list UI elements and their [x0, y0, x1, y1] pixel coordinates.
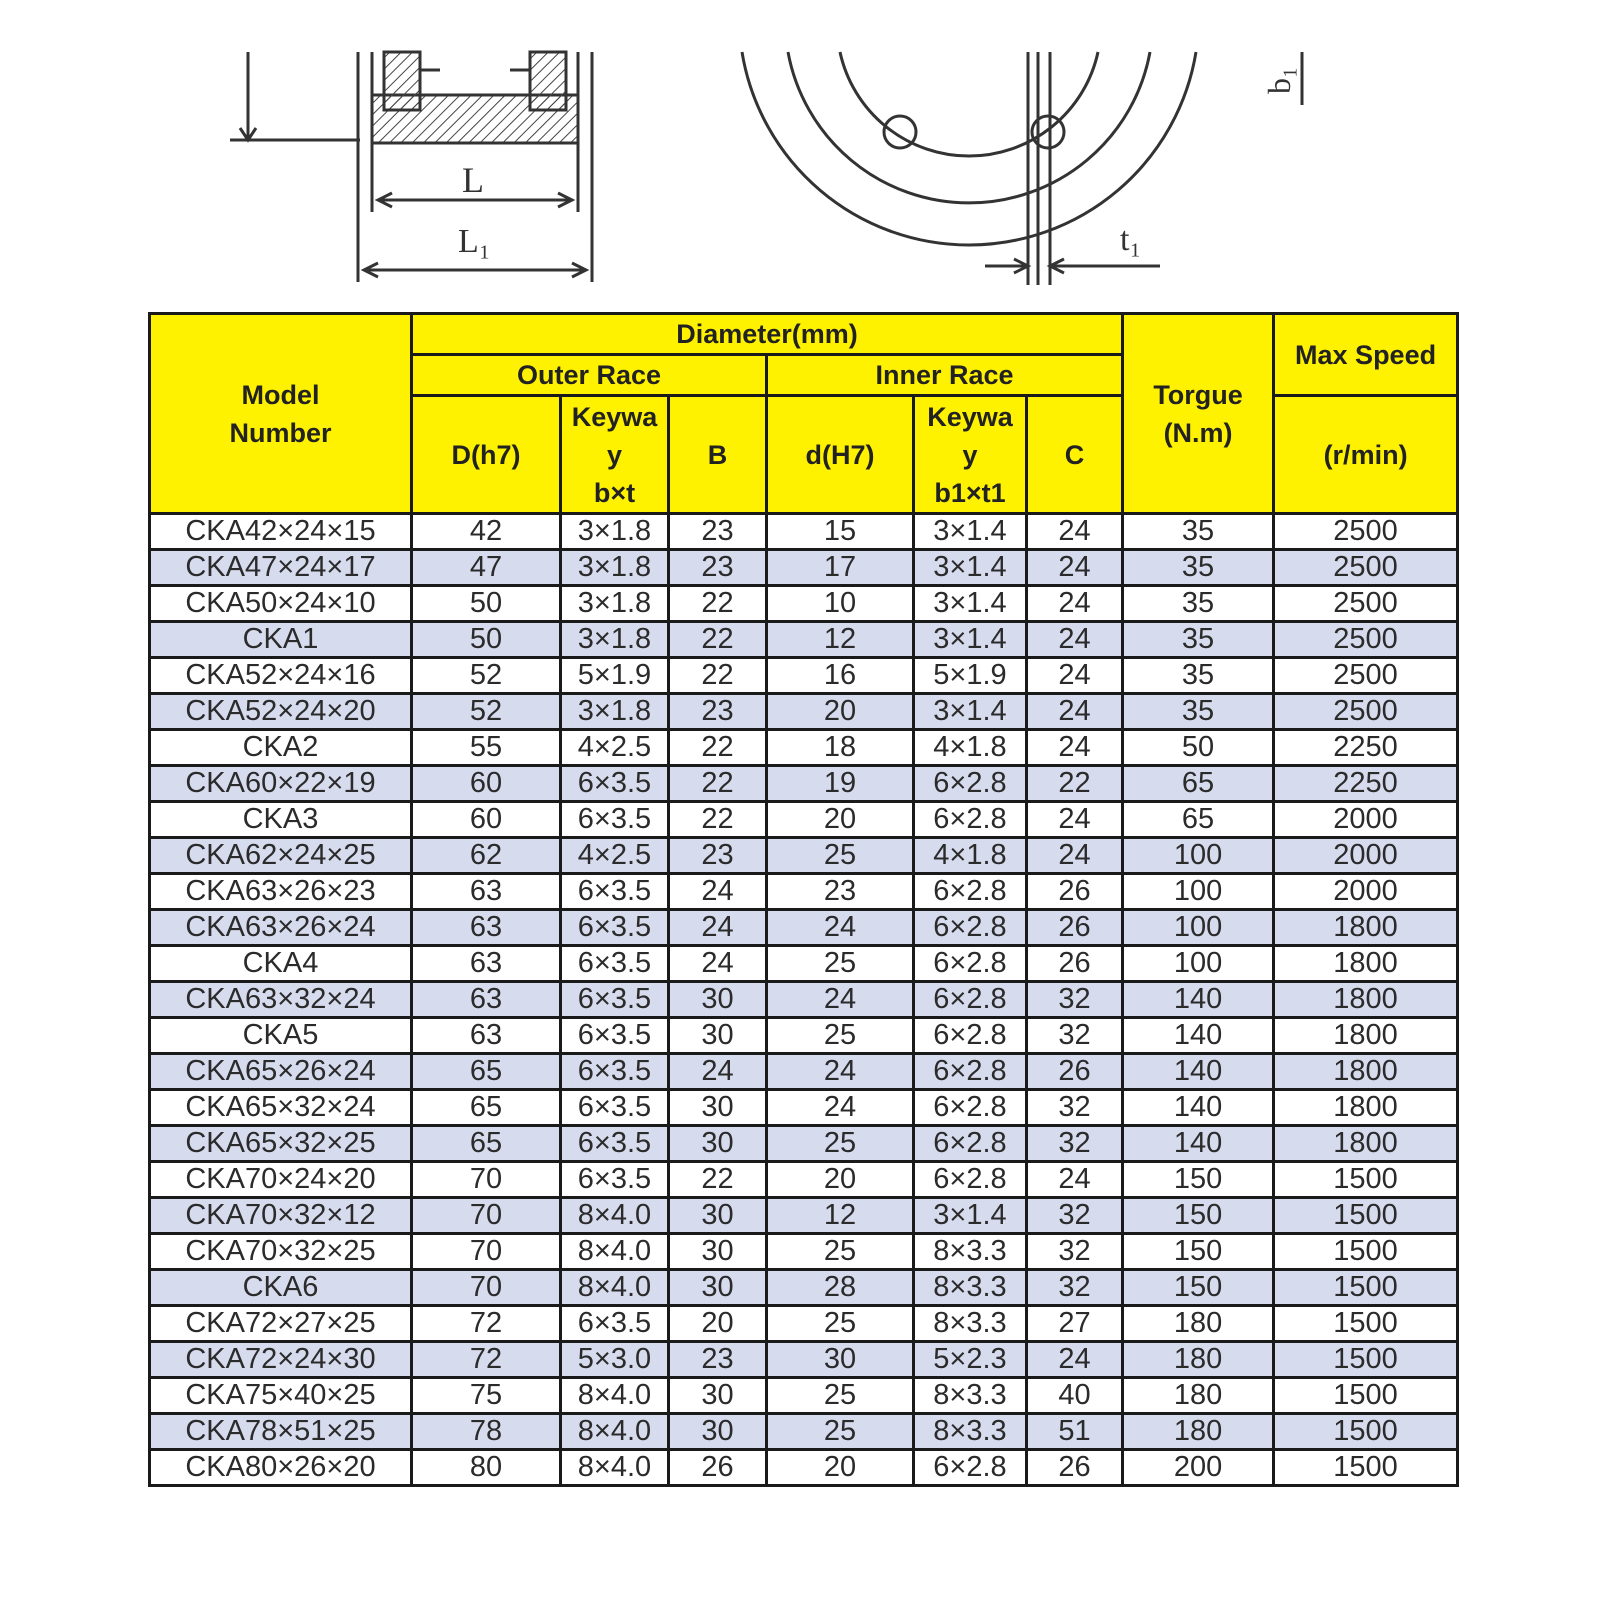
cell-max-speed: 2500	[1274, 694, 1458, 730]
cell-max-speed: 1800	[1274, 1126, 1458, 1162]
cell-model-number: CKA62×24×25	[150, 838, 412, 874]
cell-model-number: CKA78×51×25	[150, 1414, 412, 1450]
cell-outer-d: 65	[412, 1090, 561, 1126]
cell-outer-b: 22	[669, 766, 767, 802]
cell-inner-d: 17	[767, 550, 914, 586]
cell-torque: 180	[1123, 1342, 1274, 1378]
cell-inner-keyway: 4×1.8	[914, 838, 1027, 874]
cell-inner-d: 15	[767, 514, 914, 550]
cell-model-number: CKA65×26×24	[150, 1054, 412, 1090]
cell-outer-b: 22	[669, 802, 767, 838]
cell-outer-keyway: 6×3.5	[561, 1126, 669, 1162]
cell-inner-c: 24	[1027, 514, 1123, 550]
cell-torque: 35	[1123, 586, 1274, 622]
cell-inner-c: 26	[1027, 1450, 1123, 1486]
table-row	[150, 1198, 1458, 1234]
cell-inner-d: 25	[767, 1378, 914, 1414]
cell-torque: 150	[1123, 1198, 1274, 1234]
cell-outer-b: 23	[669, 694, 767, 730]
cell-outer-b: 30	[669, 1270, 767, 1306]
cell-inner-c: 22	[1027, 766, 1123, 802]
cell-outer-keyway: 8×4.0	[561, 1270, 669, 1306]
cell-outer-d: 70	[412, 1162, 561, 1198]
cell-torque: 35	[1123, 658, 1274, 694]
cell-inner-keyway: 8×3.3	[914, 1270, 1027, 1306]
cell-inner-d: 25	[767, 1126, 914, 1162]
cell-outer-keyway: 6×3.5	[561, 946, 669, 982]
cell-outer-d: 63	[412, 982, 561, 1018]
cell-inner-keyway: 6×2.8	[914, 766, 1027, 802]
cell-model-number: CKA75×40×25	[150, 1378, 412, 1414]
cell-model-number: CKA65×32×24	[150, 1090, 412, 1126]
cell-outer-b: 30	[669, 1018, 767, 1054]
table-row	[150, 766, 1458, 802]
cell-outer-keyway: 6×3.5	[561, 766, 669, 802]
cell-outer-d: 60	[412, 766, 561, 802]
cell-outer-keyway: 6×3.5	[561, 1162, 669, 1198]
cell-outer-b: 24	[669, 874, 767, 910]
cell-torque: 65	[1123, 802, 1274, 838]
cell-inner-d: 19	[767, 766, 914, 802]
cell-outer-b: 30	[669, 982, 767, 1018]
cell-torque: 100	[1123, 946, 1274, 982]
table-row	[150, 586, 1458, 622]
cell-model-number: CKA2	[150, 730, 412, 766]
cell-outer-keyway: 6×3.5	[561, 874, 669, 910]
cell-outer-b: 22	[669, 658, 767, 694]
cell-outer-b: 30	[669, 1378, 767, 1414]
cell-torque: 35	[1123, 514, 1274, 550]
cell-inner-d: 18	[767, 730, 914, 766]
cell-outer-d: 72	[412, 1342, 561, 1378]
cell-model-number: CKA3	[150, 802, 412, 838]
cell-outer-d: 75	[412, 1378, 561, 1414]
cell-torque: 200	[1123, 1450, 1274, 1486]
cell-inner-c: 32	[1027, 1270, 1123, 1306]
cell-outer-b: 23	[669, 838, 767, 874]
cell-outer-b: 23	[669, 550, 767, 586]
cell-inner-c: 24	[1027, 622, 1123, 658]
cell-max-speed: 2250	[1274, 730, 1458, 766]
table-row	[150, 838, 1458, 874]
cell-torque: 140	[1123, 1054, 1274, 1090]
cell-max-speed: 1500	[1274, 1306, 1458, 1342]
cell-inner-c: 26	[1027, 946, 1123, 982]
cell-model-number: CKA72×24×30	[150, 1342, 412, 1378]
cell-inner-keyway: 5×1.9	[914, 658, 1027, 694]
cell-inner-d: 25	[767, 838, 914, 874]
cell-model-number: CKA52×24×20	[150, 694, 412, 730]
table-row	[150, 982, 1458, 1018]
cell-torque: 35	[1123, 622, 1274, 658]
cell-outer-d: 52	[412, 658, 561, 694]
cell-model-number: CKA52×24×16	[150, 658, 412, 694]
cell-max-speed: 1500	[1274, 1234, 1458, 1270]
cell-inner-d: 12	[767, 622, 914, 658]
cell-outer-d: 62	[412, 838, 561, 874]
cell-inner-keyway: 6×2.8	[914, 910, 1027, 946]
cell-inner-d: 24	[767, 982, 914, 1018]
cell-inner-d: 20	[767, 1162, 914, 1198]
cell-outer-d: 50	[412, 586, 561, 622]
cell-outer-d: 80	[412, 1450, 561, 1486]
cell-outer-keyway: 6×3.5	[561, 1306, 669, 1342]
cell-inner-keyway: 3×1.4	[914, 622, 1027, 658]
cell-torque: 100	[1123, 838, 1274, 874]
table-row	[150, 1126, 1458, 1162]
cell-model-number: CKA42×24×15	[150, 514, 412, 550]
cell-inner-d: 28	[767, 1270, 914, 1306]
cell-outer-d: 70	[412, 1234, 561, 1270]
cell-outer-b: 22	[669, 586, 767, 622]
cell-inner-c: 32	[1027, 1198, 1123, 1234]
header-inner-race: Inner Race	[767, 355, 1123, 396]
cell-outer-d: 60	[412, 802, 561, 838]
cell-outer-keyway: 4×2.5	[561, 838, 669, 874]
header-torque: Torgue (N.m)	[1123, 314, 1274, 514]
cell-outer-keyway: 8×4.0	[561, 1414, 669, 1450]
label-l: L	[462, 160, 484, 200]
cell-inner-d: 20	[767, 694, 914, 730]
table-row	[150, 1342, 1458, 1378]
cell-outer-b: 24	[669, 946, 767, 982]
cell-inner-c: 32	[1027, 1018, 1123, 1054]
cell-torque: 35	[1123, 550, 1274, 586]
cell-max-speed: 1500	[1274, 1378, 1458, 1414]
header-inner-keyway: Keywa y b1×t1	[914, 396, 1027, 514]
table-row	[150, 1054, 1458, 1090]
cell-outer-d: 52	[412, 694, 561, 730]
cell-outer-keyway: 5×1.9	[561, 658, 669, 694]
cell-inner-keyway: 3×1.4	[914, 694, 1027, 730]
cell-outer-b: 22	[669, 1162, 767, 1198]
cell-model-number: CKA47×24×17	[150, 550, 412, 586]
cell-inner-keyway: 3×1.4	[914, 550, 1027, 586]
cell-model-number: CKA1	[150, 622, 412, 658]
table-row	[150, 1414, 1458, 1450]
table-row	[150, 1090, 1458, 1126]
cell-inner-d: 16	[767, 658, 914, 694]
cell-inner-keyway: 6×2.8	[914, 802, 1027, 838]
cell-outer-b: 26	[669, 1450, 767, 1486]
cell-max-speed: 2500	[1274, 622, 1458, 658]
cell-inner-c: 24	[1027, 802, 1123, 838]
spec-table-body	[150, 514, 1458, 1486]
cell-torque: 180	[1123, 1306, 1274, 1342]
cell-outer-keyway: 6×3.5	[561, 1018, 669, 1054]
cell-inner-d: 23	[767, 874, 914, 910]
header-outer-keyway: Keywa y b×t	[561, 396, 669, 514]
cell-outer-b: 30	[669, 1234, 767, 1270]
cell-outer-d: 70	[412, 1198, 561, 1234]
cell-inner-keyway: 6×2.8	[914, 874, 1027, 910]
cell-inner-keyway: 8×3.3	[914, 1378, 1027, 1414]
cell-outer-d: 42	[412, 514, 561, 550]
cell-model-number: CKA70×32×25	[150, 1234, 412, 1270]
cell-outer-keyway: 8×4.0	[561, 1450, 669, 1486]
cell-outer-keyway: 6×3.5	[561, 982, 669, 1018]
header-outer-d: D(h7)	[412, 396, 561, 514]
cell-inner-c: 24	[1027, 838, 1123, 874]
cell-inner-c: 26	[1027, 1054, 1123, 1090]
table-row	[150, 1270, 1458, 1306]
cell-outer-keyway: 3×1.8	[561, 694, 669, 730]
cell-torque: 180	[1123, 1378, 1274, 1414]
cell-max-speed: 1500	[1274, 1342, 1458, 1378]
cell-outer-b: 23	[669, 1342, 767, 1378]
cell-max-speed: 2500	[1274, 514, 1458, 550]
cell-torque: 180	[1123, 1414, 1274, 1450]
cell-inner-keyway: 3×1.4	[914, 514, 1027, 550]
cell-outer-keyway: 4×2.5	[561, 730, 669, 766]
cell-model-number: CKA50×24×10	[150, 586, 412, 622]
cell-outer-d: 50	[412, 622, 561, 658]
front-view	[742, 52, 1302, 285]
cell-torque: 150	[1123, 1234, 1274, 1270]
cell-outer-b: 30	[669, 1126, 767, 1162]
cell-max-speed: 1800	[1274, 1054, 1458, 1090]
cell-inner-keyway: 8×3.3	[914, 1234, 1027, 1270]
cell-max-speed: 1800	[1274, 946, 1458, 982]
cell-outer-keyway: 6×3.5	[561, 802, 669, 838]
cell-inner-c: 40	[1027, 1378, 1123, 1414]
cell-torque: 50	[1123, 730, 1274, 766]
cell-outer-b: 30	[669, 1198, 767, 1234]
cell-torque: 35	[1123, 694, 1274, 730]
cell-max-speed: 2000	[1274, 802, 1458, 838]
cell-inner-d: 24	[767, 910, 914, 946]
cell-inner-keyway: 6×2.8	[914, 1450, 1027, 1486]
cell-inner-c: 24	[1027, 1162, 1123, 1198]
cell-inner-keyway: 6×2.8	[914, 982, 1027, 1018]
header-outer-race: Outer Race	[412, 355, 767, 396]
table-row	[150, 1378, 1458, 1414]
cell-max-speed: 2000	[1274, 874, 1458, 910]
cell-outer-keyway: 8×4.0	[561, 1234, 669, 1270]
cell-outer-b: 23	[669, 514, 767, 550]
cell-outer-keyway: 5×3.0	[561, 1342, 669, 1378]
cell-model-number: CKA70×32×12	[150, 1198, 412, 1234]
cell-outer-keyway: 6×3.5	[561, 910, 669, 946]
cell-inner-d: 25	[767, 1234, 914, 1270]
table-row	[150, 874, 1458, 910]
cell-inner-c: 32	[1027, 1234, 1123, 1270]
cell-model-number: CKA60×22×19	[150, 766, 412, 802]
cell-inner-d: 20	[767, 1450, 914, 1486]
table-row	[150, 1162, 1458, 1198]
table-row	[150, 694, 1458, 730]
cell-inner-keyway: 6×2.8	[914, 1162, 1027, 1198]
cell-torque: 140	[1123, 1126, 1274, 1162]
cell-model-number: CKA65×32×25	[150, 1126, 412, 1162]
header-inner-d: d(H7)	[767, 396, 914, 514]
cell-inner-d: 25	[767, 1018, 914, 1054]
header-speed-unit: (r/min)	[1274, 396, 1458, 514]
cell-inner-d: 10	[767, 586, 914, 622]
cell-torque: 150	[1123, 1270, 1274, 1306]
cell-outer-d: 70	[412, 1270, 561, 1306]
cell-outer-b: 30	[669, 1090, 767, 1126]
cell-outer-b: 24	[669, 1054, 767, 1090]
cell-outer-b: 30	[669, 1414, 767, 1450]
cell-outer-d: 63	[412, 1018, 561, 1054]
table-row	[150, 1306, 1458, 1342]
cell-outer-d: 72	[412, 1306, 561, 1342]
cell-outer-d: 65	[412, 1054, 561, 1090]
cell-inner-d: 24	[767, 1090, 914, 1126]
cell-outer-keyway: 6×3.5	[561, 1054, 669, 1090]
cell-max-speed: 1800	[1274, 1090, 1458, 1126]
cell-inner-c: 26	[1027, 874, 1123, 910]
cell-outer-keyway: 8×4.0	[561, 1378, 669, 1414]
cell-outer-keyway: 6×3.5	[561, 1090, 669, 1126]
table-row	[150, 514, 1458, 550]
cell-inner-keyway: 3×1.4	[914, 1198, 1027, 1234]
cell-inner-c: 24	[1027, 1342, 1123, 1378]
cell-max-speed: 1800	[1274, 1018, 1458, 1054]
cell-torque: 100	[1123, 910, 1274, 946]
cell-outer-keyway: 3×1.8	[561, 586, 669, 622]
technical-drawing	[0, 0, 1600, 300]
cell-inner-c: 24	[1027, 550, 1123, 586]
cell-inner-c: 32	[1027, 1126, 1123, 1162]
cell-max-speed: 2000	[1274, 838, 1458, 874]
header-model-number: Model Number	[150, 314, 412, 514]
table-row	[150, 1018, 1458, 1054]
cell-max-speed: 1800	[1274, 910, 1458, 946]
cell-torque: 150	[1123, 1162, 1274, 1198]
cell-outer-d: 65	[412, 1126, 561, 1162]
cell-inner-d: 20	[767, 802, 914, 838]
cell-inner-d: 25	[767, 946, 914, 982]
cell-inner-c: 24	[1027, 586, 1123, 622]
side-view	[230, 52, 592, 282]
cell-inner-d: 25	[767, 1414, 914, 1450]
cell-inner-c: 24	[1027, 658, 1123, 694]
header-inner-c: C	[1027, 396, 1123, 514]
cell-model-number: CKA63×32×24	[150, 982, 412, 1018]
cell-inner-keyway: 8×3.3	[914, 1306, 1027, 1342]
cell-outer-d: 47	[412, 550, 561, 586]
cell-outer-d: 63	[412, 946, 561, 982]
cell-outer-keyway: 3×1.8	[561, 622, 669, 658]
cell-model-number: CKA70×24×20	[150, 1162, 412, 1198]
cell-max-speed: 1500	[1274, 1198, 1458, 1234]
cell-inner-d: 24	[767, 1054, 914, 1090]
cell-inner-keyway: 6×2.8	[914, 1054, 1027, 1090]
cell-model-number: CKA63×26×23	[150, 874, 412, 910]
cell-inner-keyway: 4×1.8	[914, 730, 1027, 766]
cell-outer-b: 20	[669, 1306, 767, 1342]
cell-inner-c: 24	[1027, 694, 1123, 730]
header-diameter: Diameter(mm)	[412, 314, 1123, 355]
cell-model-number: CKA72×27×25	[150, 1306, 412, 1342]
cell-outer-keyway: 3×1.8	[561, 514, 669, 550]
cell-outer-d: 78	[412, 1414, 561, 1450]
table-row	[150, 730, 1458, 766]
cell-max-speed: 1500	[1274, 1162, 1458, 1198]
cell-inner-d: 25	[767, 1306, 914, 1342]
cell-torque: 140	[1123, 982, 1274, 1018]
label-b1: b₁	[1261, 66, 1297, 94]
header-max-speed: Max Speed	[1274, 314, 1458, 396]
cell-outer-b: 22	[669, 730, 767, 766]
cell-max-speed: 2500	[1274, 658, 1458, 694]
cell-model-number: CKA6	[150, 1270, 412, 1306]
cell-torque: 100	[1123, 874, 1274, 910]
cell-max-speed: 2500	[1274, 550, 1458, 586]
cell-inner-keyway: 5×2.3	[914, 1342, 1027, 1378]
cell-inner-d: 30	[767, 1342, 914, 1378]
cell-inner-c: 24	[1027, 730, 1123, 766]
cell-model-number: CKA4	[150, 946, 412, 982]
table-row	[150, 1450, 1458, 1486]
header-outer-b: B	[669, 396, 767, 514]
cell-inner-c: 32	[1027, 982, 1123, 1018]
cell-model-number: CKA63×26×24	[150, 910, 412, 946]
cell-max-speed: 2250	[1274, 766, 1458, 802]
table-row	[150, 1234, 1458, 1270]
cell-outer-d: 63	[412, 910, 561, 946]
cell-max-speed: 1500	[1274, 1450, 1458, 1486]
cell-inner-keyway: 6×2.8	[914, 946, 1027, 982]
cell-torque: 65	[1123, 766, 1274, 802]
table-row	[150, 550, 1458, 586]
table-row	[150, 622, 1458, 658]
cell-inner-keyway: 6×2.8	[914, 1018, 1027, 1054]
cell-torque: 140	[1123, 1018, 1274, 1054]
cell-outer-b: 22	[669, 622, 767, 658]
cell-max-speed: 1500	[1274, 1270, 1458, 1306]
cell-inner-keyway: 6×2.8	[914, 1090, 1027, 1126]
table-row	[150, 910, 1458, 946]
table-row	[150, 946, 1458, 982]
cell-inner-keyway: 8×3.3	[914, 1414, 1027, 1450]
label-l1: L₁	[458, 223, 491, 260]
cell-inner-d: 12	[767, 1198, 914, 1234]
cell-max-speed: 1500	[1274, 1414, 1458, 1450]
cell-model-number: CKA80×26×20	[150, 1450, 412, 1486]
cell-max-speed: 1800	[1274, 982, 1458, 1018]
cell-torque: 140	[1123, 1090, 1274, 1126]
cell-outer-keyway: 3×1.8	[561, 550, 669, 586]
cell-inner-c: 51	[1027, 1414, 1123, 1450]
cell-max-speed: 2500	[1274, 586, 1458, 622]
cell-outer-d: 63	[412, 874, 561, 910]
cell-outer-d: 55	[412, 730, 561, 766]
cell-outer-keyway: 8×4.0	[561, 1198, 669, 1234]
cell-inner-c: 26	[1027, 910, 1123, 946]
cell-inner-c: 27	[1027, 1306, 1123, 1342]
cell-inner-keyway: 3×1.4	[914, 586, 1027, 622]
cell-inner-keyway: 6×2.8	[914, 1126, 1027, 1162]
cell-outer-b: 24	[669, 910, 767, 946]
table-row	[150, 802, 1458, 838]
cell-model-number: CKA5	[150, 1018, 412, 1054]
spec-table	[148, 312, 1459, 1487]
label-t1: t₁	[1120, 221, 1142, 258]
cell-inner-c: 32	[1027, 1090, 1123, 1126]
table-row	[150, 658, 1458, 694]
